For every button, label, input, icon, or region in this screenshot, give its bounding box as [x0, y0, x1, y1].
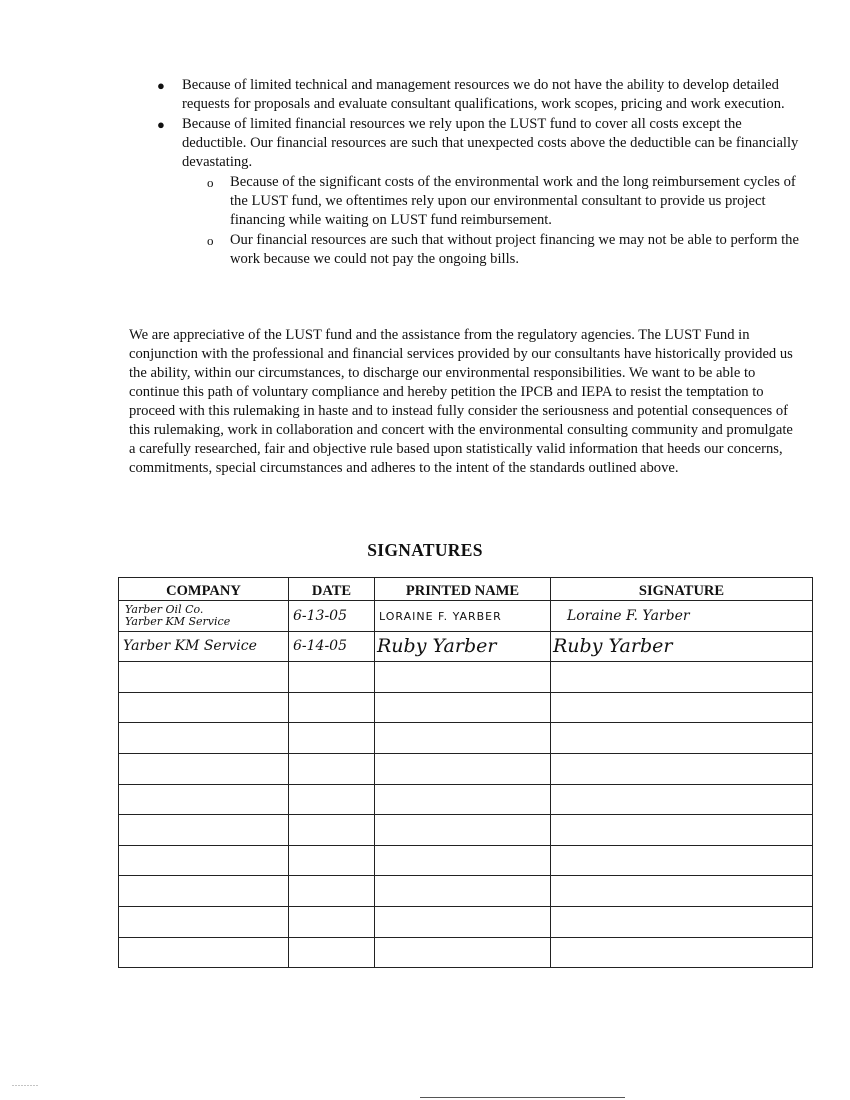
company-cell	[119, 845, 289, 876]
table-row	[119, 601, 813, 632]
sub-bullet-item	[150, 173, 805, 230]
company-line: Yarber Oil Co.	[125, 602, 204, 616]
printed-name-handwriting: Ruby Yarber	[377, 635, 497, 658]
bullet-item	[150, 76, 805, 114]
header-company: COMPANY	[119, 578, 289, 601]
company-handwriting: Yarber KM Service	[123, 638, 257, 655]
signature-cell	[551, 815, 813, 846]
printed-name-cell	[375, 692, 551, 723]
company-cell	[119, 601, 289, 632]
body-paragraph: We are appreciative of the LUST fund and the assistance from the regulatory agencies. The LUST Fund in conjunction with the professional and financial services provided by our consultants have historically provided us the ability, within our circumstances, to discharge our environmental responsibilities. We want to be able to continue this path of voluntary compliance and hereby petition the IPCB and IEPA to resist the temptation to proceed with this rulemaking in haste and to instead fully consider the seriousness and potential consequences of this rulemaking, work in collaboration and concert with the environmental consulting community and promulgate a carefully researched, fair and objective rule based upon statistically valid information that heeds our concerns, commitments, special circumstances and adheres to the intent of the standards outlined above.	[129, 327, 793, 476]
printed-name-cell	[375, 753, 551, 784]
date-cell	[289, 937, 375, 968]
signature-cell	[551, 723, 813, 754]
hollow-circle-icon: o	[207, 175, 214, 190]
printed-name-cell	[375, 876, 551, 907]
signature-cell	[551, 753, 813, 784]
printed-name-handwriting: LORAINE F. YARBER	[379, 609, 502, 623]
signature-cell	[551, 631, 813, 662]
date-cell	[289, 631, 375, 662]
bullet-item	[150, 115, 805, 172]
company-cell	[119, 815, 289, 846]
date-cell	[289, 876, 375, 907]
date-cell	[289, 753, 375, 784]
bullet-dot-icon: ●	[157, 117, 165, 132]
table-row	[119, 937, 813, 968]
table-row	[119, 906, 813, 937]
table-header-row	[119, 578, 813, 601]
sub-bullet-text: Our financial resources are such that without project financing we may not be able to perform the work because we could not pay the ongoing bills.	[230, 232, 799, 267]
signature-cell	[551, 601, 813, 632]
table-row	[119, 692, 813, 723]
signature-cell	[551, 937, 813, 968]
date-cell	[289, 601, 375, 632]
printed-name-cell	[375, 631, 551, 662]
signature-cell	[551, 876, 813, 907]
company-cell	[119, 876, 289, 907]
date-cell	[289, 692, 375, 723]
company-cell	[119, 723, 289, 754]
printed-name-cell	[375, 784, 551, 815]
date-cell	[289, 662, 375, 693]
scan-artifact-dots: .........	[12, 1079, 39, 1088]
signature-cell	[551, 906, 813, 937]
signature-table	[118, 577, 813, 968]
printed-name-cell	[375, 815, 551, 846]
signature-handwriting: Loraine F. Yarber	[567, 607, 690, 624]
signature-cell	[551, 662, 813, 693]
printed-name-cell	[375, 662, 551, 693]
bullet-text: Because of limited technical and management resources we do not have the ability to develop detailed requests for proposals and evaluate consultant qualifications, work scopes, pricing and work execution.	[182, 77, 785, 112]
date-cell	[289, 845, 375, 876]
signature-cell	[551, 692, 813, 723]
signature-cell	[551, 784, 813, 815]
company-handwriting	[119, 604, 288, 628]
table-row	[119, 815, 813, 846]
date-handwriting: 6-13-05	[293, 607, 347, 624]
sub-bullet-item	[150, 231, 805, 269]
sub-bullet-text: Because of the significant costs of the environmental work and the long reimbursement cycles of the LUST fund, we oftentimes rely upon our environmental consultant to provide us project financing while waiting on LUST fund reimbursement.	[230, 174, 796, 228]
header-printed-name: PRINTED NAME	[375, 578, 551, 601]
date-cell	[289, 784, 375, 815]
table-row	[119, 753, 813, 784]
table-row	[119, 723, 813, 754]
company-cell	[119, 631, 289, 662]
date-handwriting: 6-14-05	[293, 638, 347, 655]
bullet-text: Because of limited financial resources we rely upon the LUST fund to cover all costs except the deductible. Our financial resources are such that unexpected costs above the deductible can be financially devastating.	[182, 116, 799, 170]
printed-name-cell	[375, 937, 551, 968]
table-row	[119, 631, 813, 662]
bullet-list	[150, 76, 805, 270]
printed-name-cell	[375, 723, 551, 754]
date-cell	[289, 723, 375, 754]
company-cell	[119, 937, 289, 968]
hollow-circle-icon: o	[207, 233, 214, 248]
table-row	[119, 662, 813, 693]
signature-handwriting: Ruby Yarber	[553, 635, 673, 658]
date-cell	[289, 906, 375, 937]
table-row	[119, 845, 813, 876]
signature-cell	[551, 845, 813, 876]
company-cell	[119, 692, 289, 723]
company-line: Yarber KM Service	[125, 614, 231, 628]
bullet-dot-icon: ●	[157, 78, 165, 93]
header-signature: SIGNATURE	[551, 578, 813, 601]
company-cell	[119, 784, 289, 815]
header-date: DATE	[289, 578, 375, 601]
company-cell	[119, 753, 289, 784]
table-row	[119, 784, 813, 815]
signatures-heading: SIGNATURES	[367, 540, 483, 560]
printed-name-cell	[375, 845, 551, 876]
company-cell	[119, 662, 289, 693]
scan-artifact-line	[420, 1097, 625, 1098]
date-cell	[289, 815, 375, 846]
printed-name-cell	[375, 601, 551, 632]
table-row	[119, 876, 813, 907]
printed-name-cell	[375, 906, 551, 937]
company-cell	[119, 906, 289, 937]
